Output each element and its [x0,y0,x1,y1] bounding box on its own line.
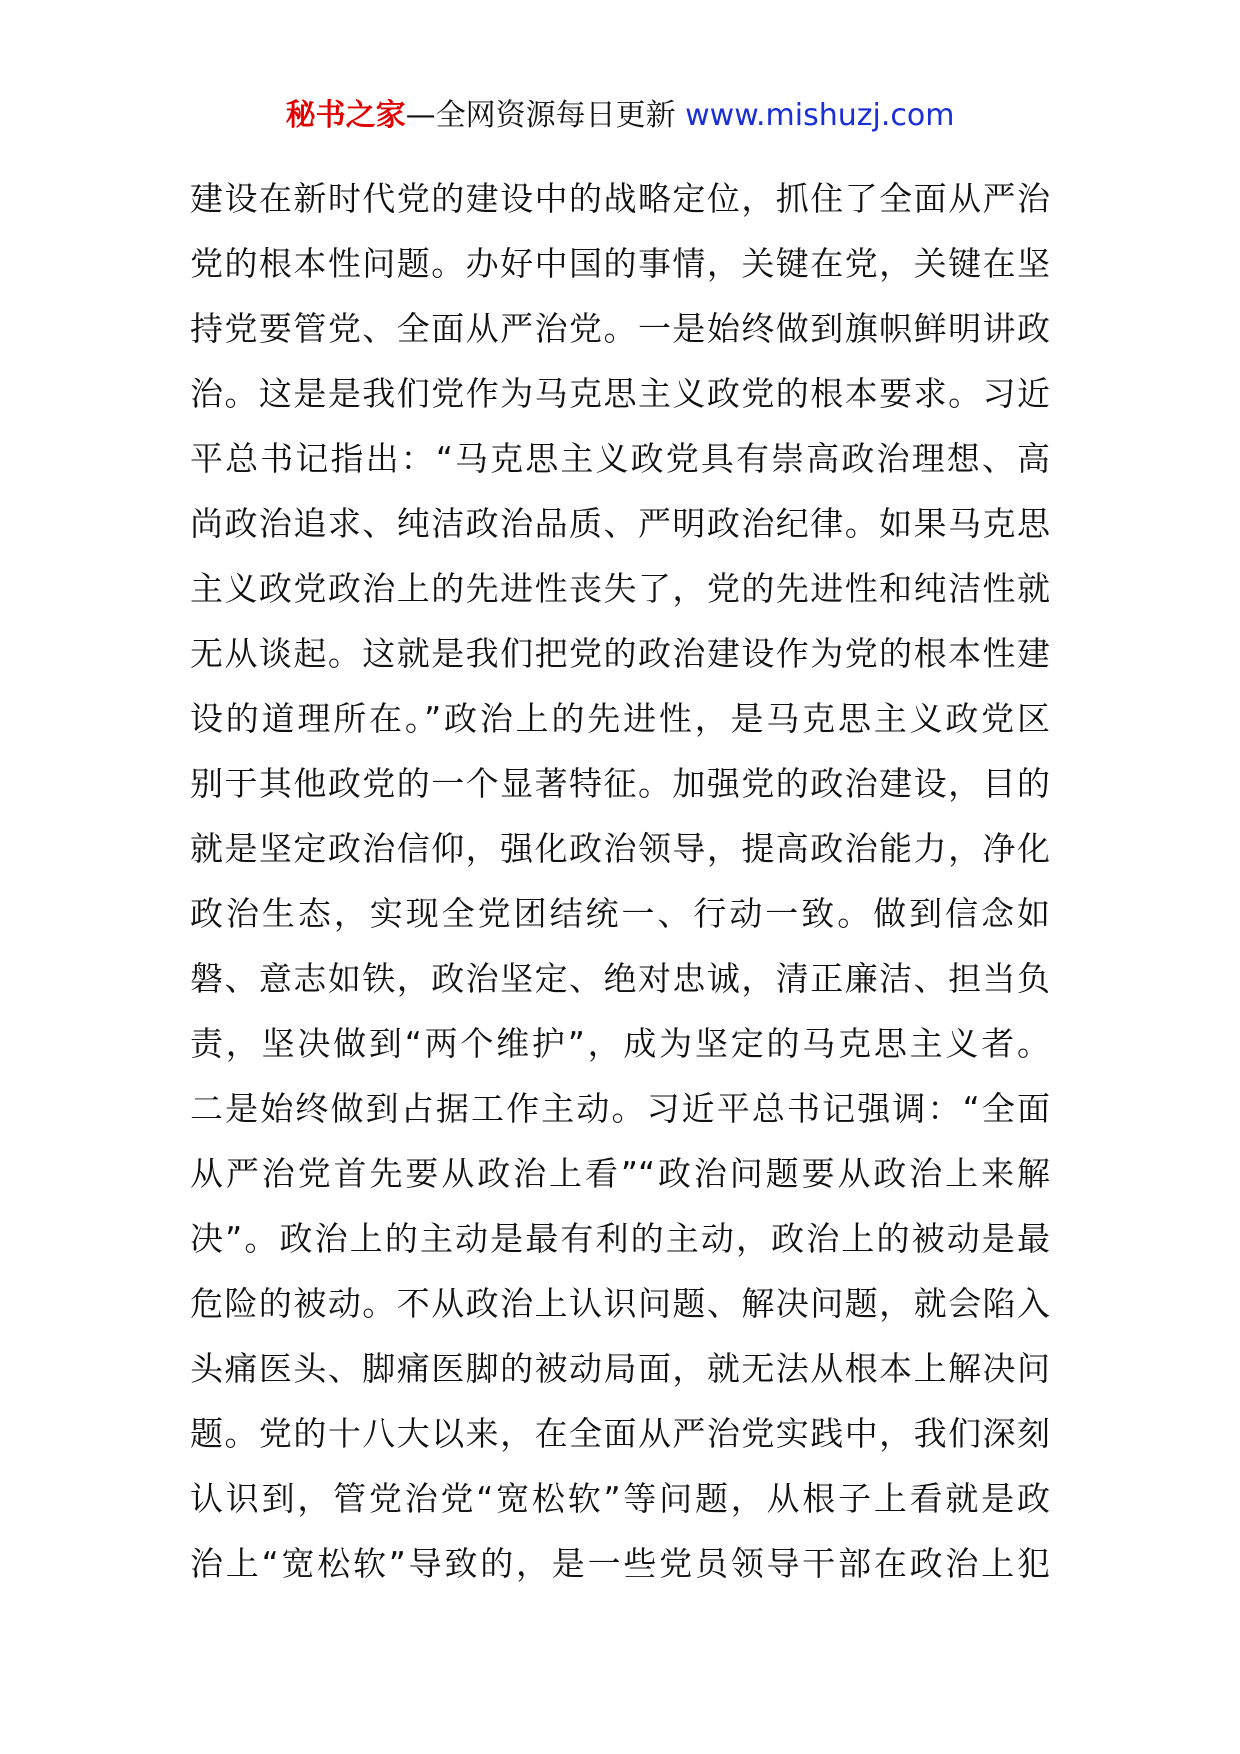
body-line: 别于其他政党的一个显著特征。加强党的政治建设，目的 [190,764,1050,803]
body-line: 设的道理所在。”政治上的先进性，是马克思主义政党区 [190,699,1050,738]
body-line: 认识到，管党治党“宽松软”等问题，从根子上看就是政 [190,1479,1050,1518]
site-brand: 秘书之家 [285,98,406,133]
body-line: 无从谈起。这就是我们把党的政治建设作为党的根本性建 [190,634,1050,673]
body-line: 治上“宽松软”导致的，是一些党员领导干部在政治上犯 [190,1544,1050,1583]
site-url-link[interactable]: www.mishuzj.com [685,98,955,133]
body-line: 党的根本性问题。办好中国的事情，关键在党，关键在坚 [190,244,1050,283]
body-line: 题。党的十八大以来，在全面从严治党实践中，我们深刻 [190,1414,1050,1453]
site-tagline: —全网资源每日更新 [405,98,686,133]
site-header [0,96,1240,136]
body-line: 尚政治追求、纯洁政治品质、严明政治纪律。如果马克思 [190,504,1050,543]
body-line: 平总书记指出：“马克思主义政党具有崇高政治理想、高 [190,439,1050,478]
body-line: 就是坚定政治信仰，强化政治领导，提高政治能力，净化 [190,829,1050,868]
body-line: 政治生态，实现全党团结统一、行动一致。做到信念如 [190,894,1050,933]
body-line: 磐、意志如铁，政治坚定、绝对忠诚，清正廉洁、担当负 [190,959,1050,998]
body-line: 治。这是是我们党作为马克思主义政党的根本要求。习近 [190,374,1050,413]
body-line: 二是始终做到占据工作主动。习近平总书记强调：“全面 [190,1089,1050,1128]
body-line: 建设在新时代党的建设中的战略定位，抓住了全面从严治 [190,179,1050,218]
body-line: 决”。政治上的主动是最有利的主动，政治上的被动是最 [190,1219,1050,1258]
body-line: 头痛医头、脚痛医脚的被动局面，就无法从根本上解决问 [190,1349,1050,1388]
body-line: 持党要管党、全面从严治党。一是始终做到旗帜鲜明讲政 [190,309,1050,348]
document-body [190,166,1050,1596]
body-line: 危险的被动。不从政治上认识问题、解决问题，就会陷入 [190,1284,1050,1323]
body-line: 责，坚决做到“两个维护”，成为坚定的马克思主义者。 [190,1024,1050,1063]
body-line: 主义政党政治上的先进性丧失了，党的先进性和纯洁性就 [190,569,1050,608]
body-line: 从严治党首先要从政治上看”“政治问题要从政治上来解 [190,1154,1050,1193]
